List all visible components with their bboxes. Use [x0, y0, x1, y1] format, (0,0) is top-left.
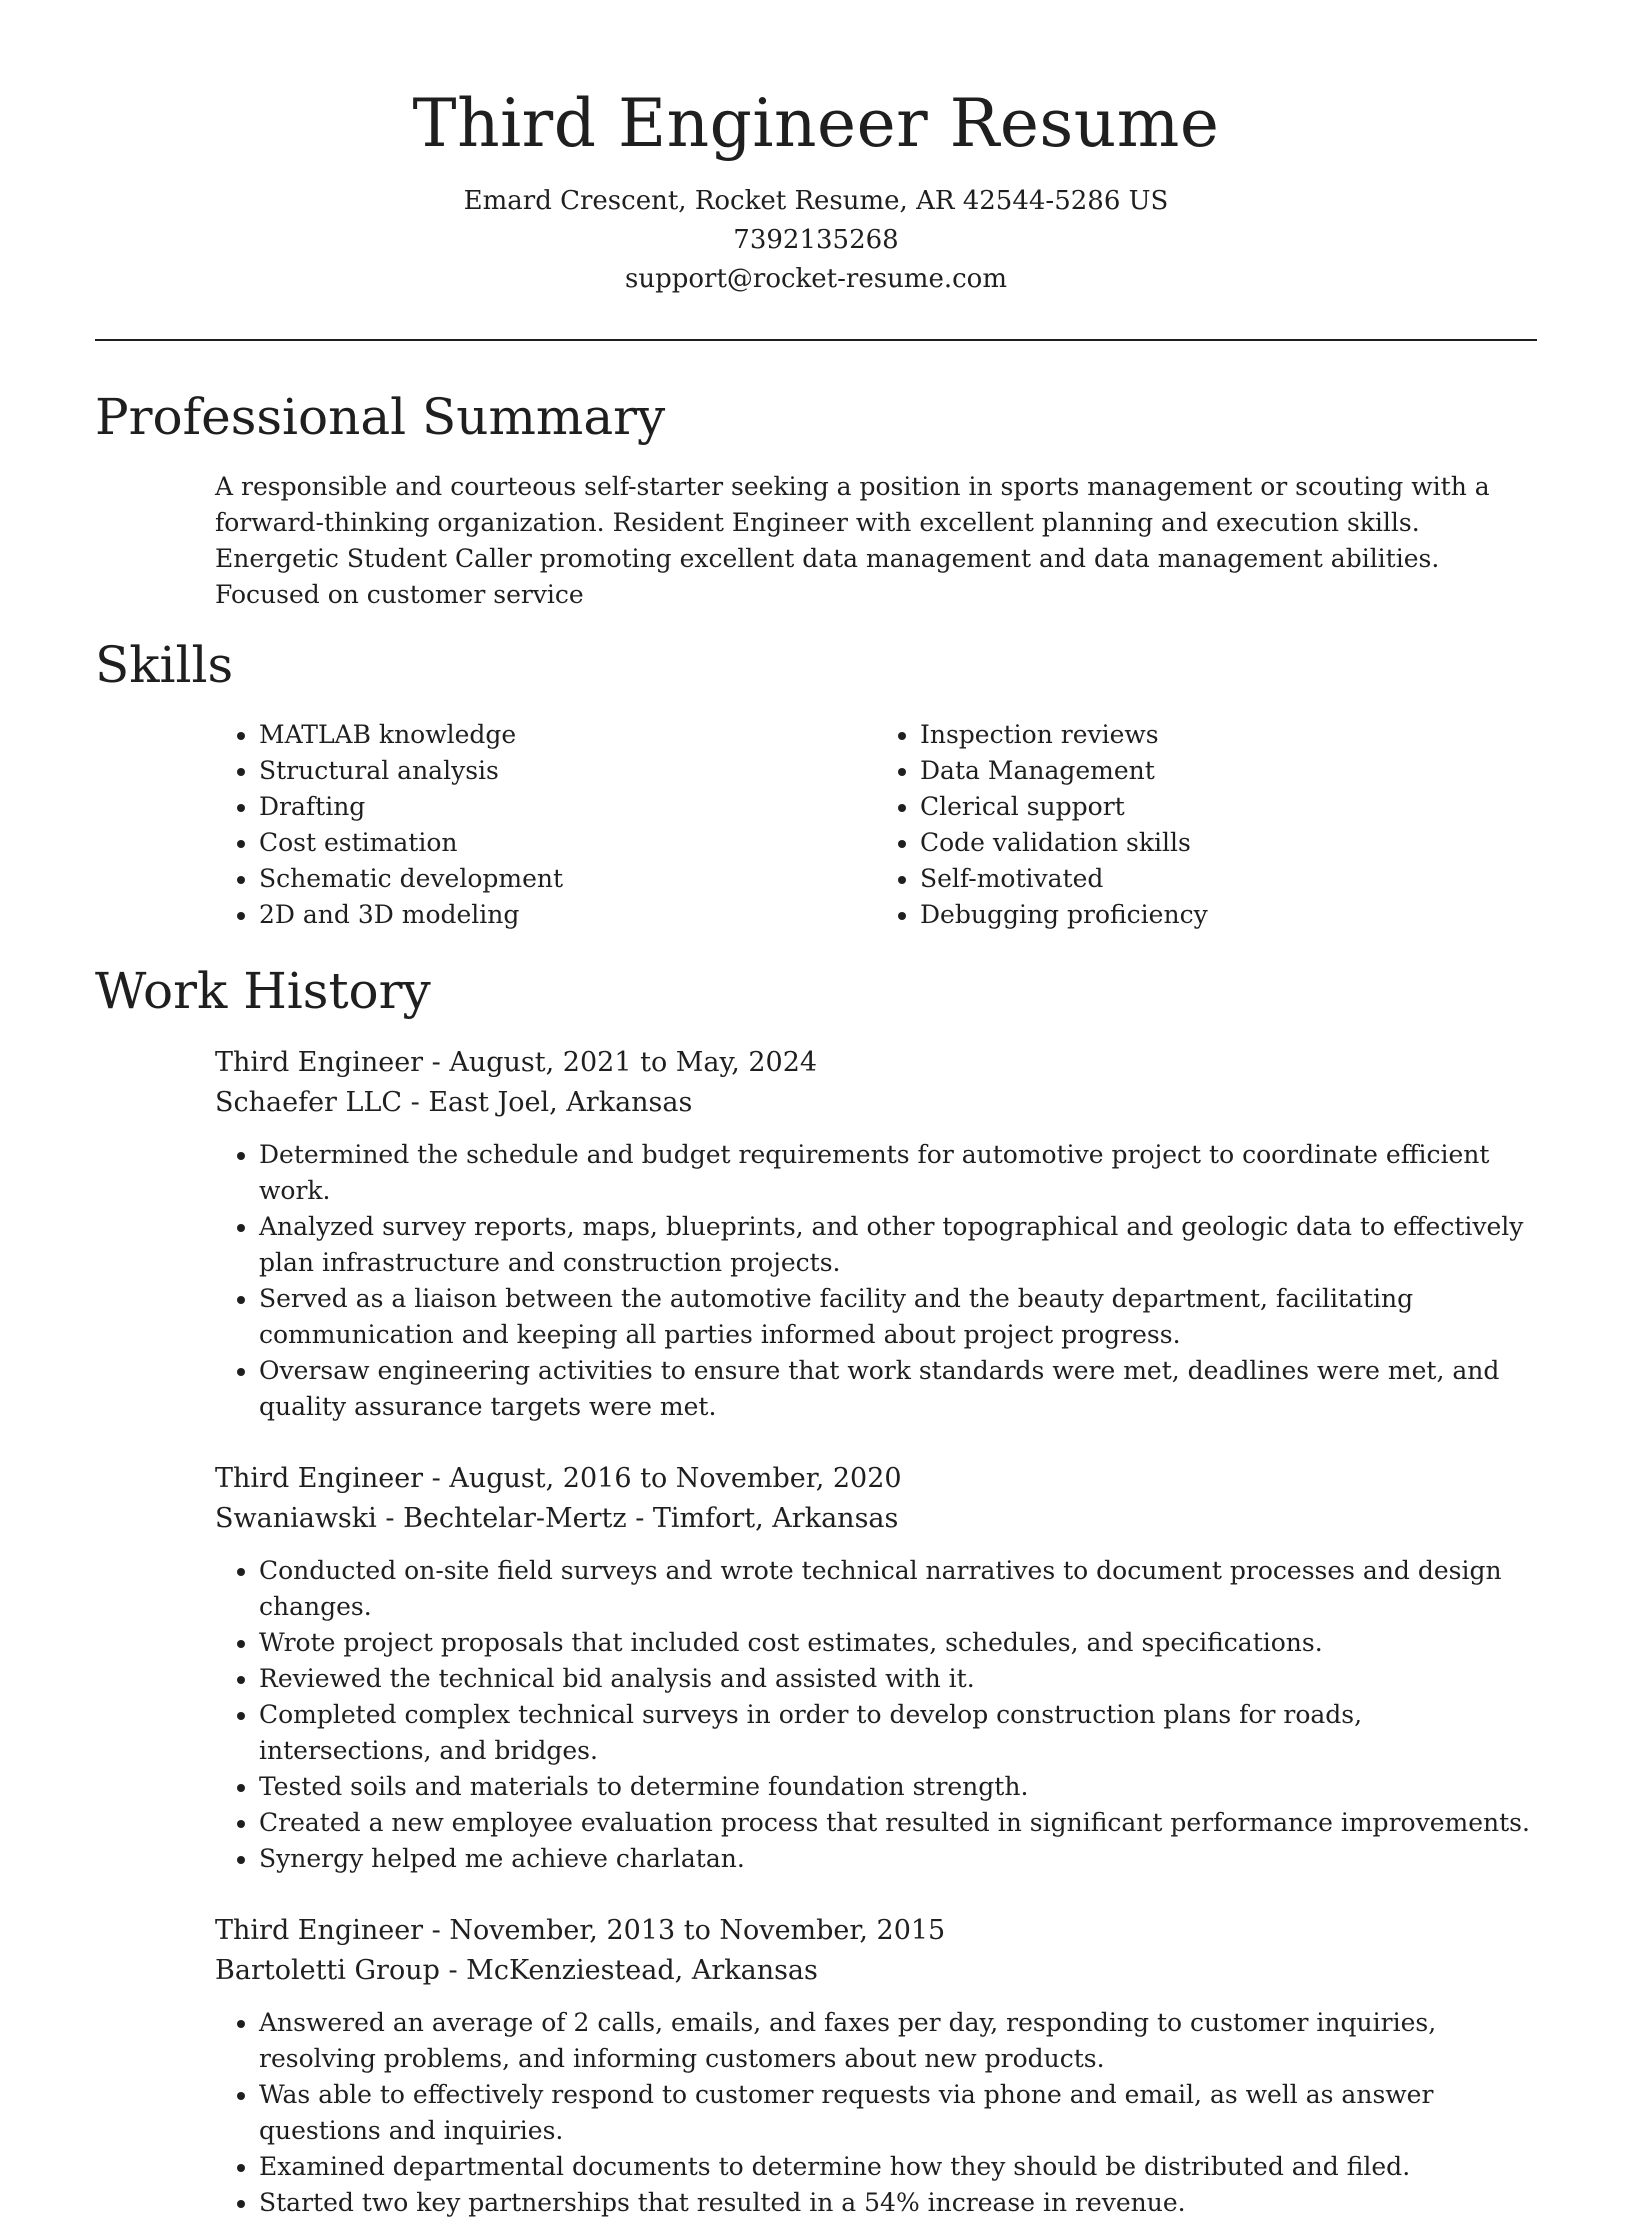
job-bullet: • Determined the schedule and budget requirements for automotive project to coordinate efficient work.	[259, 1137, 1537, 1209]
skill-item: • Structural analysis	[259, 753, 876, 789]
contact-address: Emard Crescent, Rocket Resume, AR 42544-5286 US	[463, 186, 1169, 216]
job-title-line: Third Engineer - August, 2016 to November, 2020	[215, 1463, 902, 1494]
job-bullet: • Analyzed survey reports, maps, blueprints, and other topographical and geologic data to effectively plan infrastructure and construction projects.	[259, 1209, 1537, 1281]
job-bullets	[215, 2005, 1537, 2221]
resume-header	[95, 0, 1537, 299]
job-bullet: • Completed complex technical surveys in order to develop construction plans for roads, intersections, and bridges.	[259, 1697, 1537, 1769]
job-bullet: • Oversaw engineering activities to ensure that work standards were met, deadlines were met, and quality assurance targets were met.	[259, 1353, 1537, 1425]
job-bullet: • Served as a liaison between the automotive facility and the beauty department, facilitating communication and keeping all parties informed about project progress.	[259, 1281, 1537, 1353]
work-history-section	[95, 959, 1537, 2221]
skill-item: • Data Management	[920, 753, 1537, 789]
job-company-line: Swaniawski - Bechtelar-Mertz - Timfort, Arkansas	[215, 1503, 899, 1534]
job-bullet: • Wrote project proposals that included cost estimates, schedules, and specifications.	[259, 1625, 1537, 1661]
skill-item: • Clerical support	[920, 789, 1537, 825]
work-history-heading: Work History	[95, 962, 431, 1020]
header-divider	[95, 339, 1537, 341]
summary-text: A responsible and courteous self-starter seeking a position in sports management or scouting with a forward-thinking organization. Resident Engineer with excellent planning and execution skills. Energetic Student Caller promoting excellent data management and data management abilities. Focused on customer service	[215, 472, 1490, 609]
job-bullets	[215, 1553, 1537, 1877]
resume-title: Third Engineer Resume	[412, 85, 1220, 162]
job-entry	[215, 1043, 1537, 1425]
skill-item: • Debugging proficiency	[920, 897, 1537, 933]
job-bullet: • Examined departmental documents to determine how they should be distributed and filed.	[259, 2149, 1537, 2185]
contact-email: support@rocket-resume.com	[624, 264, 1007, 294]
summary-heading: Professional Summary	[95, 388, 666, 446]
skill-item: • Drafting	[259, 789, 876, 825]
job-entry	[215, 1459, 1537, 1877]
summary-section	[95, 385, 1537, 613]
skill-item: • Self-motivated	[920, 861, 1537, 897]
job-bullet: • Reviewed the technical bid analysis and assisted with it.	[259, 1661, 1537, 1697]
skill-item: • Cost estimation	[259, 825, 876, 861]
skills-heading: Skills	[95, 636, 234, 694]
job-company-line: Schaefer LLC - East Joel, Arkansas	[215, 1087, 693, 1118]
skills-list-right	[876, 717, 1537, 933]
job-title-line: Third Engineer - August, 2021 to May, 2024	[215, 1047, 818, 1078]
skill-item: • 2D and 3D modeling	[259, 897, 876, 933]
job-bullet: • Conducted on-site field surveys and wrote technical narratives to document processes and design changes.	[259, 1553, 1537, 1625]
job-bullet: • Was able to effectively respond to customer requests via phone and email, as well as answer questions and inquiries.	[259, 2077, 1537, 2149]
contact-phone: 7392135268	[733, 225, 899, 255]
skills-section	[95, 633, 1537, 933]
job-bullet: • Answered an average of 2 calls, emails, and faxes per day, responding to customer inquiries, resolving problems, and informing customers about new products.	[259, 2005, 1537, 2077]
job-bullet: • Created a new employee evaluation process that resulted in significant performance improvements.	[259, 1805, 1537, 1841]
job-bullets	[215, 1137, 1537, 1425]
skill-item: • MATLAB knowledge	[259, 717, 876, 753]
skills-columns	[215, 717, 1537, 933]
job-entry	[215, 1911, 1537, 2221]
skill-item: • Inspection reviews	[920, 717, 1537, 753]
skill-item: • Schematic development	[259, 861, 876, 897]
contact-block	[95, 182, 1537, 299]
job-bullet: • Tested soils and materials to determine foundation strength.	[259, 1769, 1537, 1805]
job-title-line: Third Engineer - November, 2013 to November, 2015	[215, 1915, 946, 1946]
job-company-line: Bartoletti Group - McKenziestead, Arkansas	[215, 1955, 818, 1986]
skill-item: • Code validation skills	[920, 825, 1537, 861]
skills-list-left	[215, 717, 876, 933]
job-bullet: • Started two key partnerships that resulted in a 54% increase in revenue.	[259, 2185, 1537, 2221]
job-bullet: • Synergy helped me achieve charlatan.	[259, 1841, 1537, 1877]
